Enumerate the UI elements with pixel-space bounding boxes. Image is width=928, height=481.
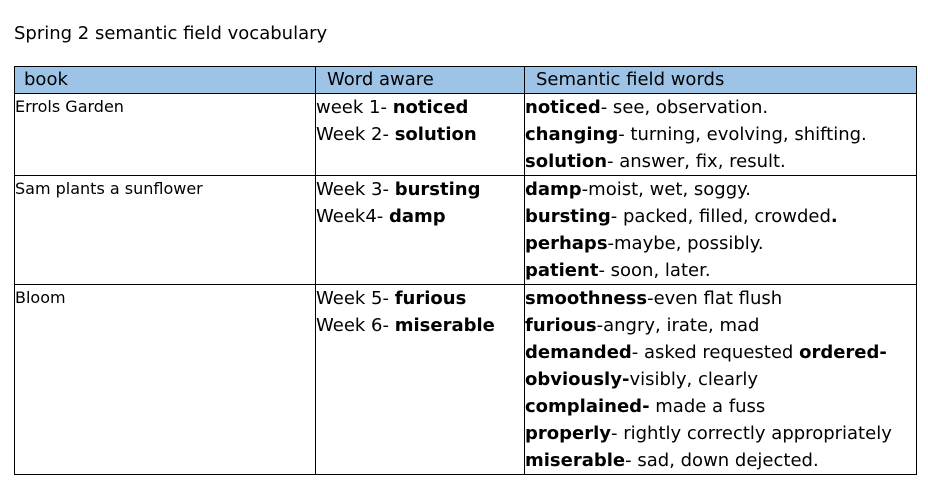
vocab-word: miserable <box>394 315 495 336</box>
vocab-word: properly <box>525 423 612 444</box>
table-body <box>15 94 917 475</box>
semantic-word-line <box>525 257 916 284</box>
semantic-field-cell <box>525 176 917 285</box>
table-row <box>15 285 917 475</box>
document-title: Spring 2 semantic field vocabulary <box>14 23 328 44</box>
weekly-word-line <box>316 285 524 312</box>
definition-text: - sad, down dejected. <box>625 450 819 471</box>
column-header-semantic-field-words: Semantic field words <box>525 67 917 94</box>
definition-text: Week 3- <box>316 179 395 200</box>
word-aware-cell <box>316 94 525 176</box>
definition-text: Week4- <box>316 206 389 227</box>
definition-text: Week 6- <box>316 315 395 336</box>
weekly-word-line <box>316 312 524 339</box>
book-title-cell: Errols Garden <box>15 94 316 176</box>
book-title-cell: Bloom <box>15 285 316 475</box>
definition-text: -maybe, possibly. <box>607 233 764 254</box>
vocab-word: furious <box>525 315 597 336</box>
weekly-word-line <box>316 203 524 230</box>
column-header-book: book <box>15 67 316 94</box>
definition-text: -angry, irate, mad <box>596 315 760 336</box>
semantic-word-line <box>525 339 916 366</box>
vocab-word: smoothness <box>525 288 648 309</box>
semantic-word-line <box>525 312 916 339</box>
definition-text: week 1- <box>316 97 393 118</box>
weekly-word-line <box>316 94 524 121</box>
vocab-word: bursting <box>394 179 481 200</box>
weekly-word-line <box>316 176 524 203</box>
definition-text: - packed, filled, crowded <box>610 206 831 227</box>
semantic-word-line <box>525 393 916 420</box>
definition-text: made a fuss <box>649 396 766 417</box>
definition-text: - answer, fix, result. <box>607 151 786 172</box>
word-aware-cell <box>316 285 525 475</box>
vocab-word: miserable <box>525 450 626 471</box>
vocab-word: bursting <box>525 206 611 227</box>
vocab-word: solution <box>394 124 477 145</box>
table-header-row <box>15 67 917 94</box>
vocab-word: obviously- <box>525 369 630 390</box>
vocab-word: . <box>830 206 838 227</box>
definition-text: - rightly correctly appropriately <box>611 423 892 444</box>
vocab-word: perhaps <box>525 233 608 254</box>
definition-text: - see, observation. <box>600 97 769 118</box>
semantic-word-line <box>525 285 916 312</box>
vocab-word: noticed <box>392 97 469 118</box>
definition-text: - turning, evolving, shifting. <box>618 124 867 145</box>
column-header-word-aware: Word aware <box>316 67 525 94</box>
vocab-word: solution <box>525 151 608 172</box>
vocab-word: damp <box>525 179 582 200</box>
semantic-word-line <box>525 121 916 148</box>
vocab-word: furious <box>394 288 467 309</box>
semantic-word-line <box>525 176 916 203</box>
vocab-word: changing <box>525 124 619 145</box>
vocab-word: patient <box>525 260 599 281</box>
table-row <box>15 176 917 285</box>
weekly-word-line <box>316 121 524 148</box>
vocab-word: ordered- <box>799 342 887 363</box>
definition-text: - soon, later. <box>598 260 711 281</box>
definition-text: Week 2- <box>316 124 395 145</box>
vocab-word: noticed <box>525 97 601 118</box>
semantic-word-line <box>525 420 916 447</box>
semantic-word-line <box>525 447 916 474</box>
definition-text: -even flat flush <box>647 288 783 309</box>
vocabulary-table <box>14 66 917 475</box>
semantic-word-line <box>525 94 916 121</box>
book-title-cell: Sam plants a sunflower <box>15 176 316 285</box>
definition-text: visibly, clearly <box>629 369 759 390</box>
semantic-field-cell <box>525 94 917 176</box>
semantic-word-line <box>525 366 916 393</box>
definition-text: - asked requested <box>631 342 800 363</box>
definition-text: -moist, wet, soggy. <box>581 179 751 200</box>
semantic-field-cell <box>525 285 917 475</box>
table-row <box>15 94 917 176</box>
word-aware-cell <box>316 176 525 285</box>
semantic-word-line <box>525 230 916 257</box>
vocab-word: demanded <box>525 342 632 363</box>
vocab-word: complained- <box>525 396 650 417</box>
definition-text: Week 5- <box>316 288 395 309</box>
semantic-word-line <box>525 203 916 230</box>
semantic-word-line <box>525 148 916 175</box>
vocab-word: damp <box>388 206 446 227</box>
